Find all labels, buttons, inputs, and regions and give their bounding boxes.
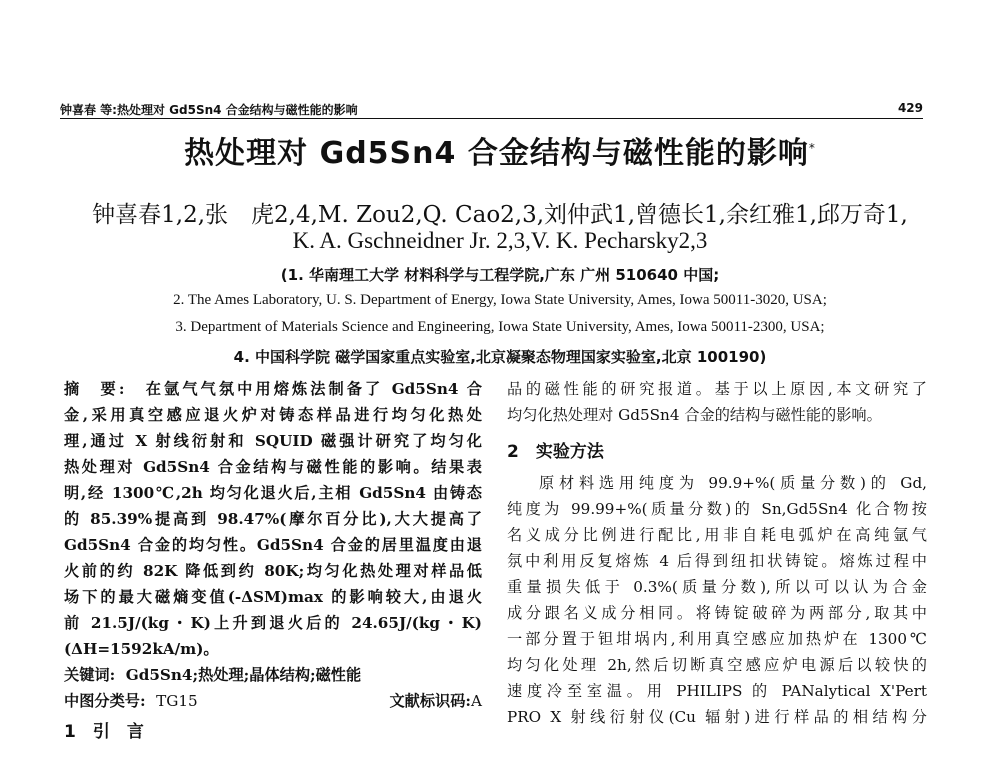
keywords-text: Gd5Sn4;热处理;晶体结构;磁性能 xyxy=(125,666,362,684)
abstract-line: 场下的最大磁熵变值(-ΔSM)max 的影响较大,由退火 xyxy=(64,588,482,606)
method-line: 纯度为 99.99+%(质量分数)的 Sn,Gd5Sn4 化合物按 xyxy=(507,500,927,518)
classification-row xyxy=(64,688,482,714)
method-line: PRO X 射线衍射仪(Cu 辐射)进行样品的相结构分 xyxy=(507,708,927,726)
abstract-line: Gd5Sn4 合金的均匀性。Gd5Sn4 合金的居里温度由退 xyxy=(64,536,482,554)
page-number: 429 xyxy=(897,101,923,115)
abstract-line: 明,经 1300℃,2h 均匀化退火后,主相 Gd5Sn4 由铸态 xyxy=(64,484,482,502)
section-1-heading: 1 引 言 xyxy=(64,722,144,742)
abstract-line: 摘 要: 在氩气气氛中用熔炼法制备了 Gd5Sn4 合 xyxy=(64,380,482,398)
method-line: 氛中利用反复熔炼 4 后得到纽扣状铸锭。熔炼过程中 xyxy=(507,552,927,570)
authors-line-2: K. A. Gschneidner Jr. 2,3,V. K. Pecharsky2,3 xyxy=(292,228,708,253)
abstract-line: 前 21.5J/(kg・K)上升到退火后的 24.65J/(kg・K) xyxy=(64,614,482,632)
method-line: 原材料选用纯度为 99.9+%(质量分数)的 Gd, xyxy=(539,474,927,492)
section-2-heading: 2 实验方法 xyxy=(507,442,604,462)
doc-code-value: A xyxy=(471,692,482,710)
method-line: 均匀化处理 2h,然后切断真空感应炉电源后以较快的 xyxy=(507,656,927,674)
running-header xyxy=(60,100,923,118)
affiliation-1: (1. 华南理工大学 材料科学与工程学院,广东 广州 510640 中国; xyxy=(280,266,720,284)
running-title: 钟喜春 等:热处理对 Gd5Sn4 合金结构与磁性能的影响 xyxy=(60,103,358,117)
method-line: 一部分置于钽坩埚内,利用真空感应加热炉在 1300℃ xyxy=(507,630,927,648)
page-title xyxy=(0,128,1000,172)
affiliation-3: 3. Department of Materials Science and Engineering, Iowa State University, Ames, Iowa 50011-2300, USA; xyxy=(175,319,825,335)
clc-label: 中图分类号: xyxy=(64,692,146,710)
affiliation-2: 2. The Ames Laboratory, U. S. Department of Energy, Iowa State University, Ames, Iowa 50011-3020, USA; xyxy=(173,292,827,308)
left-column xyxy=(64,376,482,750)
abstract-line: (ΔH=1592kA/m)。 xyxy=(64,640,219,658)
method-line: 速度冷至室温。用 PHILIPS 的 PANalytical X'Pert xyxy=(507,682,927,700)
title-footnote-mark: * xyxy=(808,141,816,155)
method-line: 成分跟名义成分相同。将铸锭破碎为两部分,取其中 xyxy=(507,604,927,622)
abstract-line: 金,采用真空感应退火炉对铸态样品进行均匀化热处 xyxy=(64,406,482,424)
authors-line-1: 钟喜春1,2,张 虎2,4,M. Zou2,Q. Cao2,3,刘仲武1,曾德长1,余红雅1,邱万奇1, xyxy=(92,202,908,228)
abstract-line: 的 85.39%提高到 98.47%(摩尔百分比),大大提高了 xyxy=(64,510,482,528)
method-line: 名义成分比例进行配比,用非自耗电弧炉在高纯氩气 xyxy=(507,526,927,544)
abstract-line: 火前的约 82K 降低到约 80K;均匀化热处理对样品低 xyxy=(64,562,482,580)
title-text: 热处理对 Gd5Sn4 合金结构与磁性能的影响 xyxy=(184,136,809,171)
intro-continued-line: 品的磁性能的研究报道。基于以上原因,本文研究了 xyxy=(507,380,927,398)
keywords-row xyxy=(64,662,482,688)
intro-continued-line: 均匀化热处理对 Gd5Sn4 合金的结构与磁性能的影响。 xyxy=(507,406,882,424)
doc-code-label: 文献标识码: xyxy=(389,692,472,710)
abstract-line: 理,通过 X 射线衍射和 SQUID 磁强计研究了均匀化 xyxy=(64,432,482,450)
affiliation-4: 4. 中国科学院 磁学国家重点实验室,北京凝聚态物理国家实验室,北京 100190) xyxy=(233,348,767,366)
abstract-line: 热处理对 Gd5Sn4 合金结构与磁性能的影响。结果表 xyxy=(64,458,482,476)
keywords-label: 关键词: xyxy=(64,666,116,684)
clc-value: TG15 xyxy=(156,692,198,710)
header-rule xyxy=(60,118,923,119)
right-column xyxy=(507,376,927,730)
method-line: 重量损失低于 0.3%(质量分数),所以可以认为合金 xyxy=(507,578,927,596)
